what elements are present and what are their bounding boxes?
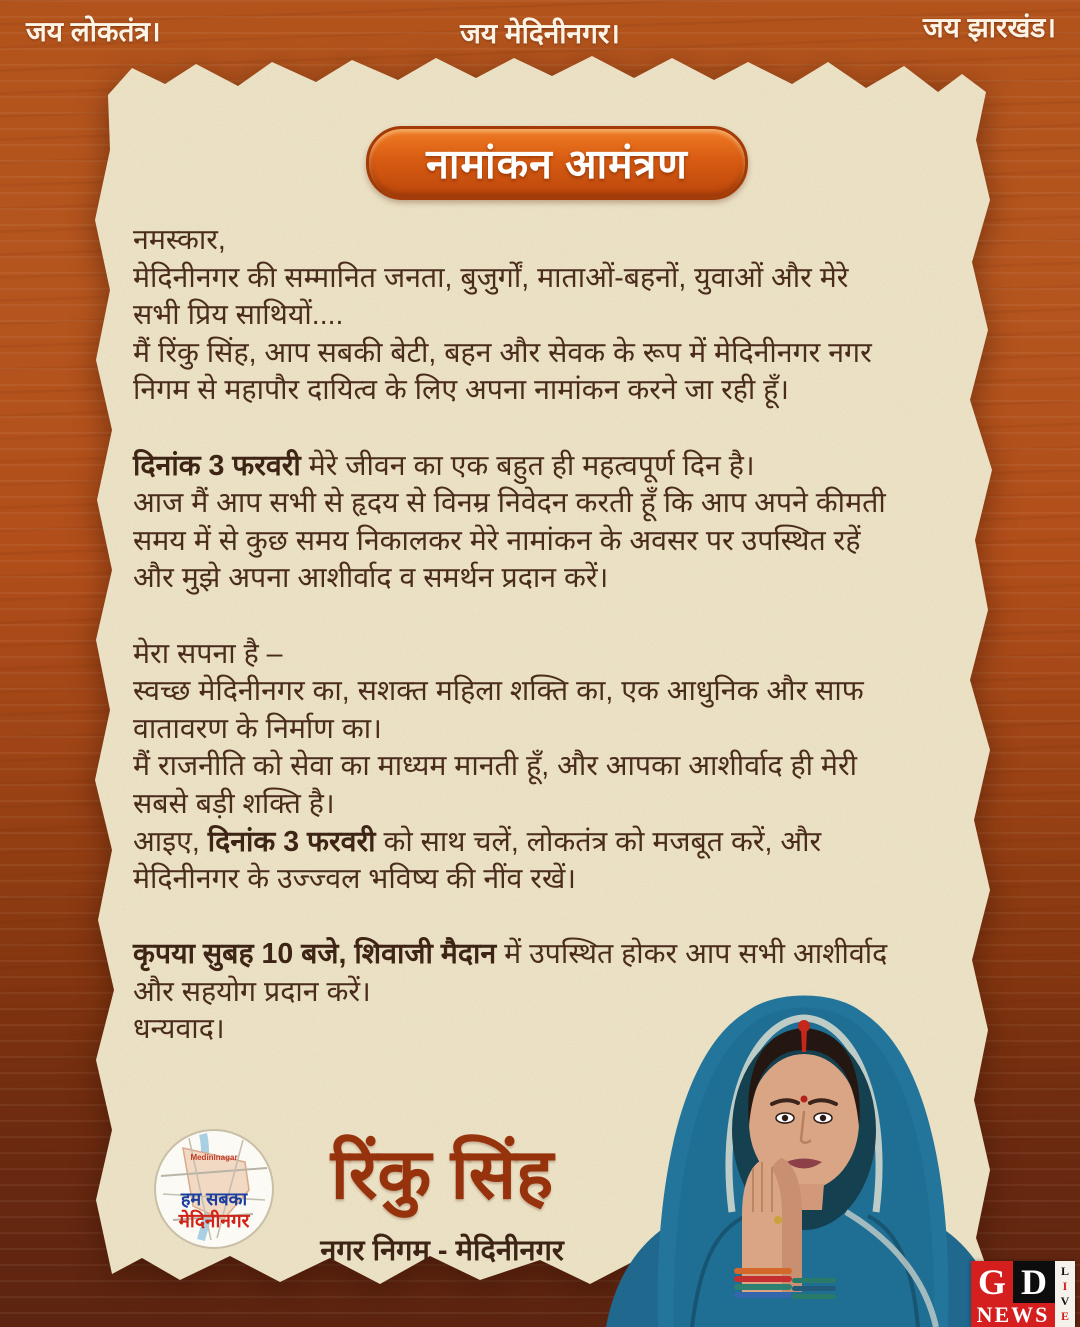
title-banner	[366, 126, 748, 200]
letter-line: नमस्कार,	[133, 224, 226, 256]
gd-live-column: L I V E	[1055, 1261, 1075, 1327]
letter-line: मेदिनीनगर के उज्ज्वल भविष्य की नींव रखें।	[133, 863, 577, 896]
letter-body	[133, 222, 965, 1049]
letter-line: धन्यवाद।	[133, 1013, 225, 1046]
candidate-photo	[596, 962, 1014, 1327]
map-label: Medininagar	[190, 1153, 238, 1162]
logo-line2: मेदिनीनगर	[178, 1211, 250, 1232]
slogan-center: जय मेदिनीनगर।	[460, 18, 620, 49]
letter-line: मैं रिंकु सिंह, आप सबकी बेटी, बहन और सेवक के रूप में मेदिनीनगर नगर	[133, 336, 872, 369]
letter-line: मेदिनीनगर की सम्मानित जनता, बुजुर्गों, माताओं-बहनों, युवाओं और मेरे	[133, 261, 849, 294]
letter-line: मैं राजनीति को सेवा का माध्यम मानती हूँ, और आपका आशीर्वाद ही मेरी	[133, 750, 857, 783]
letter-gap	[133, 410, 965, 448]
candidate-title: नगर निगम - मेदिनीनगर	[320, 1235, 564, 1267]
letter-gap	[133, 899, 965, 937]
candidate-name: रिंकु सिंह	[330, 1135, 554, 1213]
letter-line: दिनांक 3 फरवरी मेरे जीवन का एक बहुत ही महत्वपूर्ण दिन है।	[133, 449, 755, 482]
letter-line: मेरा सपना है –	[133, 637, 283, 670]
letter-line: स्वच्छ मेदिनीनगर का, सशक्त महिला शक्ति का, एक आधुनिक और साफ	[133, 675, 864, 708]
letter-line: आइए, दिनांक 3 फरवरी को साथ चलें, लोकतंत्र को मजबूत करें, और	[133, 825, 822, 858]
letter-line: सभी प्रिय साथियों....	[133, 299, 344, 332]
slogan-left: जय लोकतंत्र।	[26, 16, 161, 47]
letter-line: निगम से महापौर दायित्व के लिए अपना नामांकन करने जा रही हूँ।	[133, 374, 790, 407]
gd-news-main	[971, 1261, 1055, 1327]
letter-line: वातावरण के निर्माण का।	[133, 712, 382, 745]
medininagar-map-logo	[153, 1128, 275, 1250]
letter-line: और मुझे अपना आशीर्वाद व समर्थन प्रदान करें।	[133, 562, 609, 595]
letter-line: समय में से कुछ समय निकालकर मेरे नामांकन के अवसर पर उपस्थित रहें	[133, 524, 861, 557]
gd-news-logo	[971, 1261, 1075, 1327]
letter-line: कृपया सुबह 10 बजे, शिवाजी मैदान में उपस्थित होकर आप सभी आशीर्वाद	[133, 938, 888, 971]
letter-gap	[133, 598, 965, 636]
gd-news-word: NEWS	[971, 1303, 1055, 1327]
letter-line: और सहयोग प्रदान करें।	[133, 975, 371, 1008]
slogan-right: जय झारखंड।	[922, 12, 1056, 43]
gd-letter-g: G	[971, 1261, 1013, 1303]
logo-line1: हम सबका	[180, 1189, 248, 1209]
title-banner-label: नामांकन आमंत्रण	[426, 141, 688, 187]
top-slogan-bar	[0, 0, 1080, 56]
gd-letter-d: D	[1013, 1261, 1055, 1303]
letter-line: आज मैं आप सभी से हृदय से विनम्र निवेदन करती हूँ कि आप अपने कीमती	[133, 487, 886, 520]
letter-line: सबसे बड़ी शक्ति है।	[133, 787, 335, 820]
